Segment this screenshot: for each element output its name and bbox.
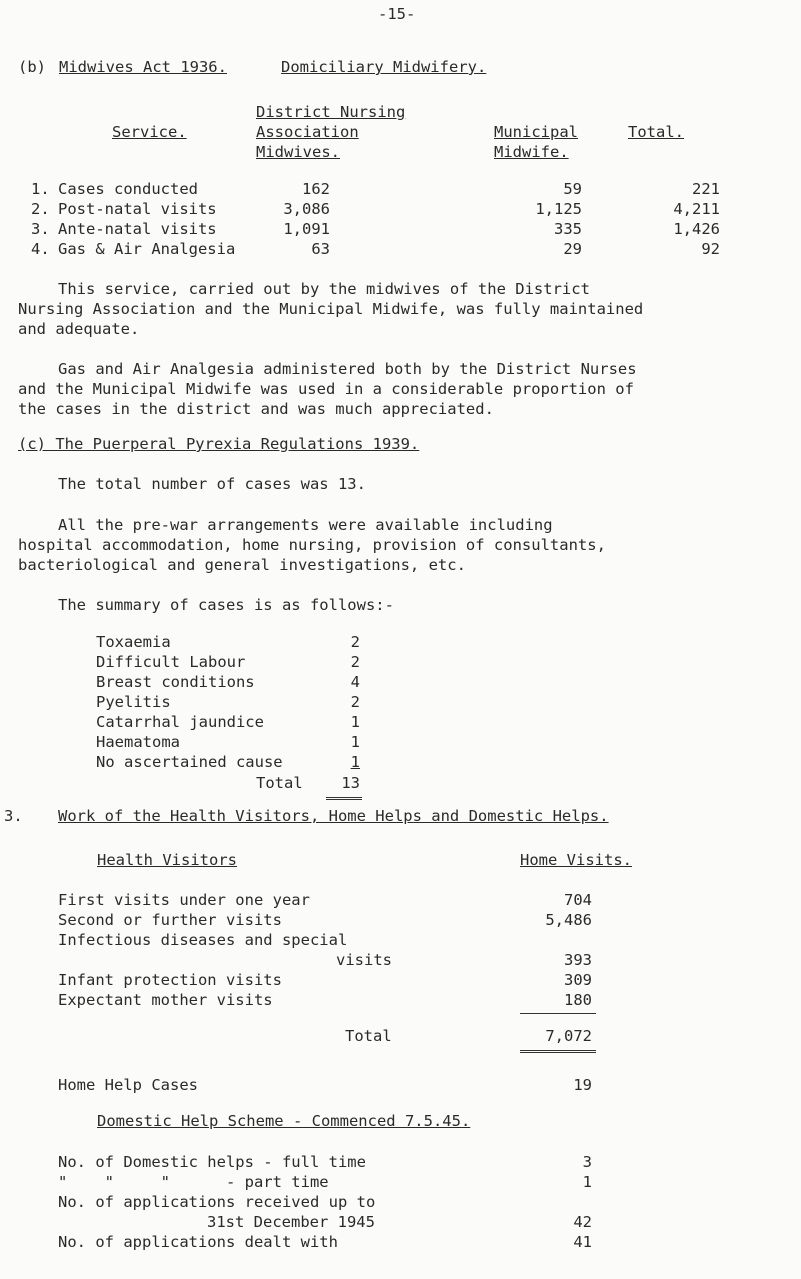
- summary-intro: The summary of cases is as follows:-: [58, 596, 394, 614]
- section-b-subheading: Domiciliary Midwifery.: [281, 58, 487, 76]
- case-label: Pyelitis: [96, 693, 171, 711]
- page-number: -15-: [378, 5, 416, 23]
- row-dna-value: 63: [311, 240, 330, 258]
- home-visits-heading: Home Visits.: [520, 851, 632, 869]
- paragraph-analgesia-line: the cases in the district and was much appreciated.: [18, 400, 494, 418]
- paragraph-analgesia-line: and the Municipal Midwife was used in a considerable proportion of: [18, 380, 634, 398]
- case-label: Haematoma: [96, 733, 180, 751]
- row-label: Cases conducted: [58, 180, 198, 198]
- domestic-help-label: No. of applications dealt with: [58, 1233, 338, 1251]
- case-value: 2: [350, 653, 360, 671]
- row-label: Post-natal visits: [58, 200, 217, 218]
- domestic-help-label: No. of applications received up to: [58, 1193, 376, 1211]
- total-double-rule: [326, 797, 362, 800]
- section-c-heading: (c) The Puerperal Pyrexia Regulations 1939.: [18, 435, 420, 453]
- paragraph-service-line: Nursing Association and the Municipal Midwife, was fully maintained: [18, 300, 644, 318]
- row-total-value: 4,211: [673, 200, 720, 218]
- case-value: 2: [350, 693, 360, 711]
- table-header-dna-2: Association: [256, 123, 359, 141]
- cases-total-label: Total: [256, 774, 303, 792]
- row-dna-value: 1,091: [283, 220, 330, 238]
- row-dna-value: 162: [302, 180, 330, 198]
- domestic-help-value: 41: [573, 1233, 592, 1251]
- section-c-para-line: hospital accommodation, home nursing, provision of consultants,: [18, 536, 606, 554]
- row-number: 4.: [31, 240, 50, 258]
- domestic-help-value: 3: [582, 1153, 592, 1171]
- case-value: 1: [350, 733, 360, 751]
- row-municipal-value: 59: [563, 180, 582, 198]
- home-help-label: Home Help Cases: [58, 1076, 198, 1094]
- row-municipal-value: 1,125: [535, 200, 582, 218]
- visit-label: Expectant mother visits: [58, 991, 273, 1009]
- row-number: 1.: [31, 180, 50, 198]
- row-number: 3.: [31, 220, 50, 238]
- visits-total-value: 7,072: [545, 1027, 592, 1045]
- table-header-dna-1: District Nursing: [256, 103, 406, 121]
- row-total-value: 1,426: [673, 220, 720, 238]
- case-value: 1: [350, 713, 360, 731]
- visit-value: 180: [564, 991, 592, 1009]
- section-c-total-line: The total number of cases was 13.: [58, 475, 366, 493]
- case-label: Toxaemia: [96, 633, 171, 651]
- section-3-heading: Work of the Health Visitors, Home Helps and Domestic Helps.: [58, 807, 609, 825]
- case-value: 2: [350, 633, 360, 651]
- case-label: Breast conditions: [96, 673, 255, 691]
- paragraph-analgesia-line: Gas and Air Analgesia administered both by the District Nurses: [58, 360, 637, 378]
- visit-value: 393: [564, 951, 592, 969]
- section-c-para-line: bacteriological and general investigations, etc.: [18, 556, 466, 574]
- domestic-help-label-continued: 31st December 1945: [207, 1213, 375, 1231]
- row-dna-value: 3,086: [283, 200, 330, 218]
- visit-value: 309: [564, 971, 592, 989]
- table-header-midwife: Midwife.: [494, 143, 569, 161]
- row-municipal-value: 335: [554, 220, 582, 238]
- visit-value: 5,486: [545, 911, 592, 929]
- row-label: Ante-natal visits: [58, 220, 217, 238]
- paragraph-service-line: This service, carried out by the midwives of the District: [58, 280, 590, 298]
- visits-total-rule: [520, 1013, 596, 1014]
- section-c-para-line: All the pre-war arrangements were available including: [58, 516, 553, 534]
- row-total-value: 92: [701, 240, 720, 258]
- row-number: 2.: [31, 200, 50, 218]
- paragraph-service-line: and adequate.: [18, 320, 140, 338]
- visit-value: 704: [564, 891, 592, 909]
- domestic-help-heading: Domestic Help Scheme - Commenced 7.5.45.: [97, 1112, 471, 1130]
- section-3-number: 3.: [4, 807, 23, 825]
- table-header-dna-3: Midwives.: [256, 143, 340, 161]
- domestic-help-label: " " " - part time: [58, 1173, 329, 1191]
- visit-label: Infectious diseases and special: [58, 931, 348, 949]
- section-b-label: (b): [18, 58, 46, 76]
- case-label: No ascertained cause: [96, 753, 283, 771]
- case-value: 4: [350, 673, 360, 691]
- domestic-help-value: 42: [573, 1213, 592, 1231]
- domestic-help-label: No. of Domestic helps - full time: [58, 1153, 366, 1171]
- cases-total-value: 13: [341, 774, 360, 792]
- visit-label-continued: visits: [336, 951, 392, 969]
- visits-total-double-rule: [520, 1050, 596, 1053]
- visit-label: Second or further visits: [58, 911, 282, 929]
- row-municipal-value: 29: [563, 240, 582, 258]
- visit-label: First visits under one year: [58, 891, 310, 909]
- health-visitors-heading: Health Visitors: [97, 851, 237, 869]
- table-header-total: Total.: [628, 123, 684, 141]
- section-b-heading: Midwives Act 1936.: [59, 58, 227, 76]
- home-help-value: 19: [573, 1076, 592, 1094]
- table-header-service: Service.: [112, 123, 187, 141]
- case-label: Difficult Labour: [96, 653, 246, 671]
- case-value: 1: [350, 753, 360, 771]
- case-label: Catarrhal jaundice: [96, 713, 264, 731]
- visits-total-label: Total: [345, 1027, 392, 1045]
- row-label: Gas & Air Analgesia: [58, 240, 236, 258]
- row-total-value: 221: [692, 180, 720, 198]
- table-header-municipal: Municipal: [494, 123, 578, 141]
- visit-label: Infant protection visits: [58, 971, 282, 989]
- domestic-help-value: 1: [582, 1173, 592, 1191]
